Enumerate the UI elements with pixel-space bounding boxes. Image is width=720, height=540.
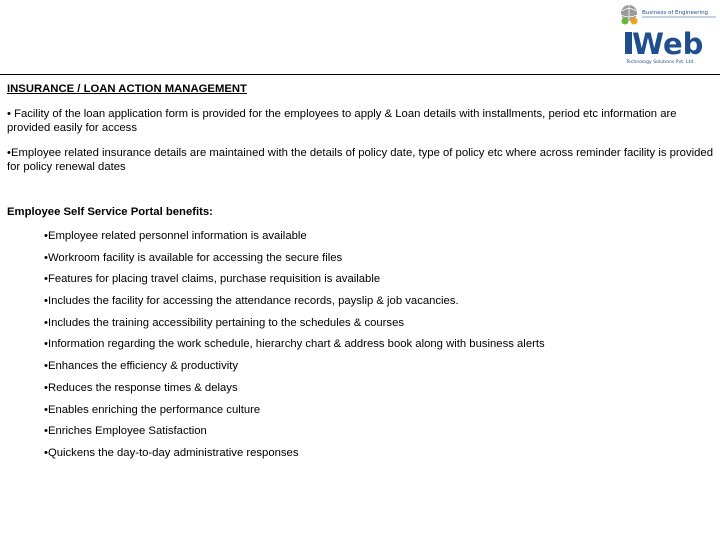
list-item: •Includes the facility for accessing the attendance records, payslip & job vacancies. bbox=[44, 295, 459, 308]
paragraph-loan: • Facility of the loan application form is provided for the employees to apply & Loan details with installments, period etc information are provided easily for access bbox=[7, 107, 677, 134]
list-item: •Includes the training accessibility pertaining to the schedules & courses bbox=[44, 316, 405, 329]
logo-wordmark: Web bbox=[632, 27, 704, 61]
list-item: •Reduces the response times & delays bbox=[44, 381, 238, 394]
list-item: •Quickens the day-to-day administrative responses bbox=[44, 446, 299, 459]
list-item: •Features for placing travel claims, purchase requisition is available bbox=[44, 273, 381, 286]
header-divider bbox=[0, 74, 720, 75]
list-item: •Information regarding the work schedule, hierarchy chart & address book along with business alerts bbox=[44, 338, 545, 351]
logo-tagline-top: Business of Engineering bbox=[642, 10, 709, 16]
document-body bbox=[7, 82, 713, 468]
list-item: •Enables enriching the performance culture bbox=[44, 403, 261, 416]
iweb-logo bbox=[612, 2, 720, 68]
iweb-logo-graphic bbox=[612, 2, 720, 68]
list-item: •Employee related personnel information is available bbox=[44, 230, 307, 242]
benefits-list bbox=[7, 229, 713, 460]
paragraph-insurance: •Employee related insurance details are maintained with the details of policy date, type of policy etc where across reminder facility is provided for policy renewal dates bbox=[7, 146, 713, 173]
logo-tagline-bottom: Technology Solutions Pvt. Ltd. bbox=[626, 60, 695, 65]
list-item: •Enriches Employee Satisfaction bbox=[44, 425, 207, 438]
list-item: •Enhances the efficiency & productivity bbox=[44, 360, 239, 373]
list-item: •Workroom facility is available for accessing the secure files bbox=[44, 251, 343, 264]
document-title: INSURANCE / LOAN ACTION MANAGEMENT bbox=[7, 83, 247, 95]
benefits-heading: Employee Self Service Portal benefits: bbox=[7, 205, 213, 218]
